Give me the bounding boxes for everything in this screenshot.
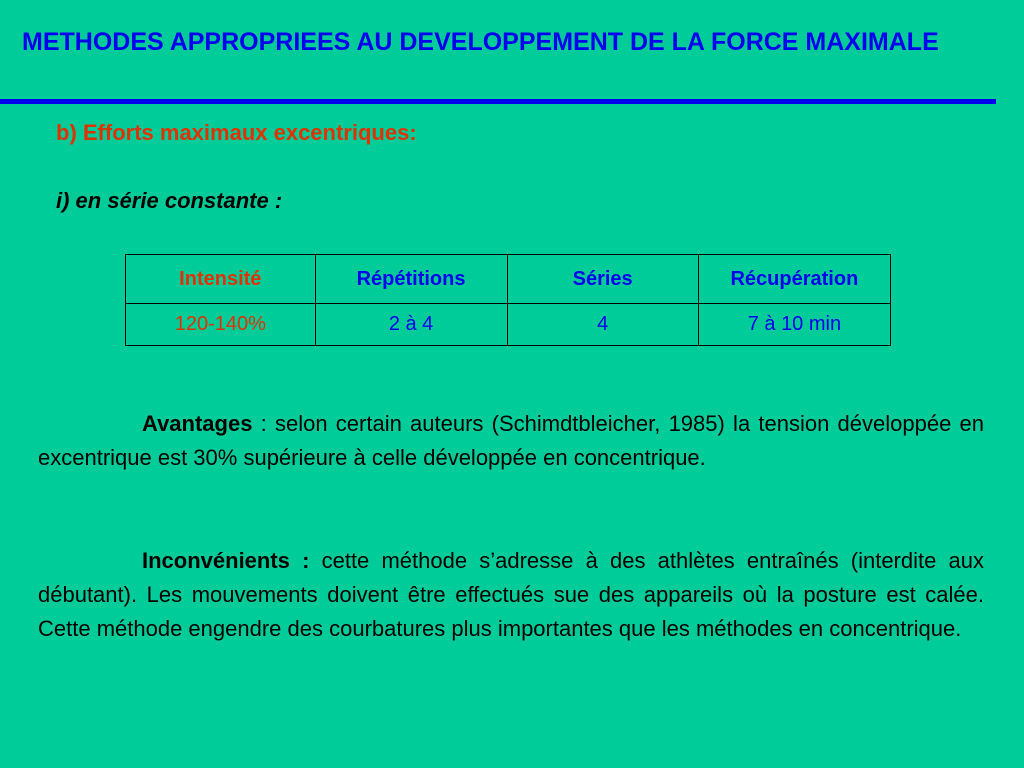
section-heading: b) Efforts maximaux excentriques:: [56, 120, 417, 145]
disadvantages-label: Inconvénients :: [142, 548, 310, 573]
training-parameters-table: [125, 254, 891, 346]
header-series: Séries: [507, 255, 698, 304]
advantages-paragraph: [38, 407, 984, 475]
header-recovery: Récupération: [698, 255, 890, 304]
subsection-heading: i) en série constante :: [56, 188, 283, 213]
disadvantages-paragraph: [38, 544, 984, 646]
header-intensity: Intensité: [126, 255, 316, 304]
disadvantages-text: cette méthode s’adresse à des athlètes entraînés (interdite aux débutant). Les mouvements doivent être effectués sue des appareils où la posture est calée. Cette méthode engendre des courbatures plus importantes que les méthodes en concentrique.: [38, 548, 984, 641]
cell-recovery: 7 à 10 min: [698, 304, 890, 346]
cell-repetitions: 2 à 4: [315, 304, 507, 346]
table-row: [126, 304, 891, 346]
cell-series: 4: [507, 304, 698, 346]
slide-title: METHODES APPROPRIEES AU DEVELOPPEMENT DE LA FORCE MAXIMALE: [22, 28, 939, 56]
advantages-label: Avantages: [142, 411, 253, 436]
cell-intensity: 120-140%: [126, 304, 316, 346]
table-header-row: [126, 255, 891, 304]
header-repetitions: Répétitions: [315, 255, 507, 304]
advantages-text: : selon certain auteurs (Schimdtbleicher, 1985) la tension développée en excentrique est 30% supérieure à celle développée en concentrique.: [38, 411, 984, 470]
title-divider: [0, 99, 996, 104]
